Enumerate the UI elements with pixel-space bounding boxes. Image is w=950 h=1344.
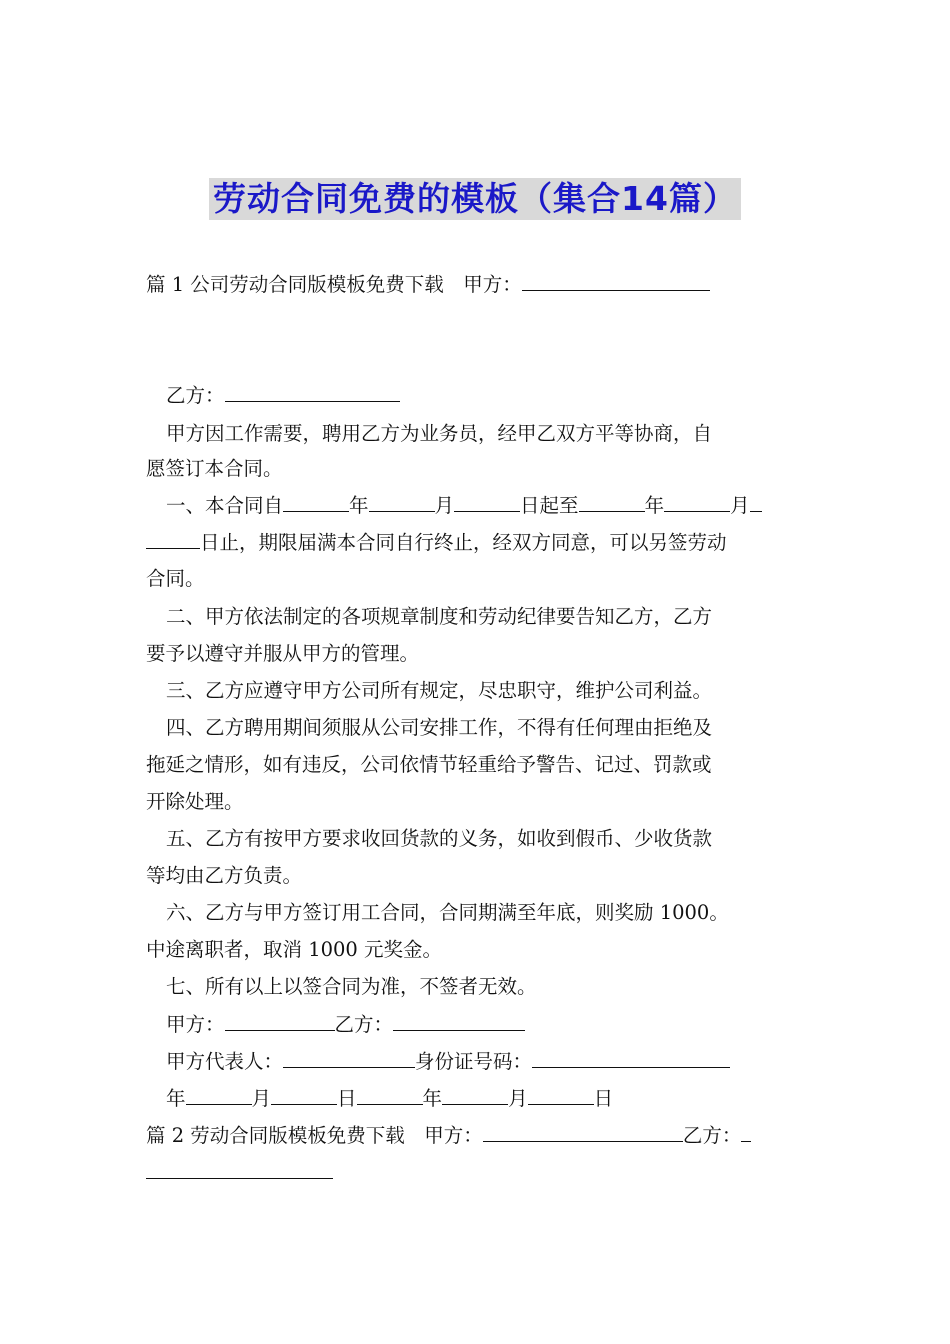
paragraph-line: 四、乙方聘用期间须服从公司安排工作，不得有任何理由拒绝及	[166, 716, 713, 739]
text: 甲方：	[166, 1013, 225, 1036]
paragraph-line: 开除处理。	[146, 790, 244, 813]
text: 篇 1 公司劳动合同版模板免费下载 甲方：	[146, 273, 522, 296]
paragraph-line: 五、乙方有按甲方要求收回货款的义务，如收到假币、少收货款	[166, 827, 713, 850]
paragraph-line: 二、甲方依法制定的各项规章制度和劳动纪律要告知乙方，乙方	[166, 605, 713, 628]
section-2-header-continued	[146, 1159, 816, 1186]
paragraph-line: 愿签订本合同。	[146, 457, 283, 480]
blank-line	[442, 1085, 508, 1105]
text: 月	[434, 494, 455, 517]
blank-line	[741, 1122, 751, 1142]
term-line-continued	[146, 529, 816, 556]
blank-line	[283, 492, 349, 512]
text: 年	[422, 1087, 443, 1110]
term-line	[166, 492, 836, 519]
text: 日	[337, 1087, 357, 1110]
blank-line	[369, 492, 435, 512]
text: 年	[644, 494, 665, 517]
paragraph-line: 六、乙方与甲方签订用工合同，合同期满至年底，则奖励 1000。	[166, 901, 729, 924]
text: 一、本合同自	[166, 494, 284, 517]
blank-line	[579, 492, 645, 512]
blank-line	[146, 1159, 333, 1179]
text: 年	[349, 494, 369, 517]
blank-line	[532, 1048, 730, 1068]
party-b-line	[166, 382, 836, 409]
blank-line	[357, 1085, 423, 1105]
blank-line	[225, 1011, 335, 1031]
paragraph-line: 中途离职者，取消 1000 元奖金。	[146, 938, 443, 961]
text: 月	[508, 1087, 528, 1110]
section-1-header	[146, 271, 816, 298]
text: 年	[166, 1087, 186, 1110]
text: 日起至	[520, 494, 579, 517]
text: 乙方：	[166, 384, 225, 407]
paragraph-line: 要予以遵守并服从甲方的管理。	[146, 642, 420, 665]
date-line	[166, 1085, 836, 1112]
blank-line	[483, 1122, 683, 1142]
signature-line	[166, 1011, 836, 1038]
title-wrap	[0, 178, 950, 220]
blank-line	[393, 1011, 525, 1031]
text: 日止，期限届满本合同自行终止，经双方同意，可以另签劳动	[200, 531, 727, 554]
blank-line	[664, 492, 730, 512]
representative-line	[166, 1048, 836, 1075]
text: 乙方：	[682, 1124, 742, 1147]
blank-line	[454, 492, 520, 512]
document-title: 劳动合同免费的模板（集合14篇）	[209, 178, 741, 220]
text: 月	[730, 494, 750, 517]
paragraph-line: 甲方因工作需要，聘用乙方为业务员，经甲乙双方平等协商，自	[166, 422, 713, 445]
section-2-header	[146, 1122, 816, 1149]
blank-line	[225, 382, 400, 402]
blank-line	[522, 271, 710, 291]
blank-line	[528, 1085, 594, 1105]
blank-line	[750, 492, 762, 512]
blank-line	[186, 1085, 252, 1105]
blank-line	[146, 529, 200, 549]
paragraph-line: 三、乙方应遵守甲方公司所有规定，尽忠职守，维护公司利益。	[166, 679, 713, 702]
blank-line	[271, 1085, 337, 1105]
paragraph-line: 拖延之情形，如有违反，公司依情节轻重给予警告、记过、罚款或	[146, 753, 712, 776]
text: 篇 2 劳动合同版模板免费下载 甲方：	[146, 1124, 483, 1147]
text: 日	[593, 1087, 614, 1110]
paragraph-line: 七、所有以上以签合同为准，不签者无效。	[166, 975, 537, 998]
text: 身份证号码：	[415, 1050, 533, 1073]
text: 乙方：	[334, 1013, 394, 1036]
paragraph-line: 等均由乙方负责。	[146, 864, 303, 887]
blank-line	[283, 1048, 415, 1068]
text: 月	[251, 1087, 272, 1110]
text: 甲方代表人：	[166, 1050, 284, 1073]
paragraph-line: 合同。	[146, 567, 205, 590]
